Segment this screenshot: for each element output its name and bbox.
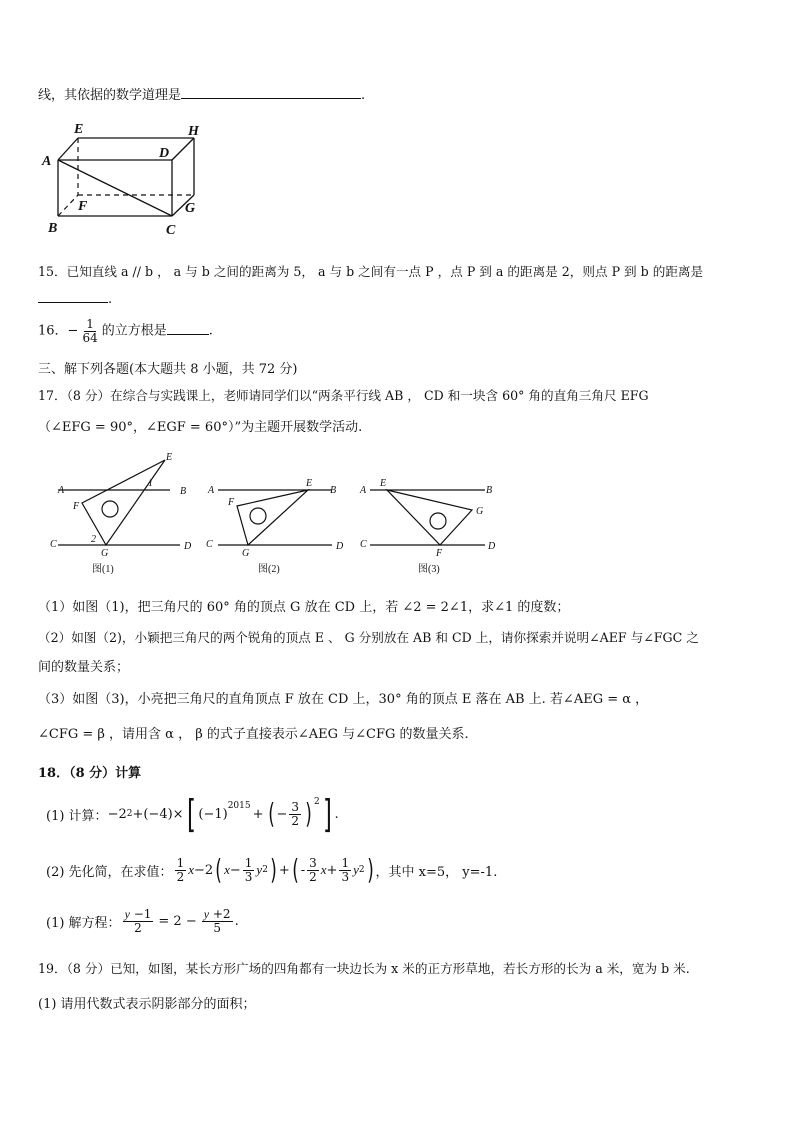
cuboid-label-g: G [185, 201, 196, 216]
q16-line: 16．− $\frac{1}{64}$ 的立方根是 . [38, 317, 213, 345]
fig3-label-a: A [360, 485, 367, 496]
fig2-label-g: G [242, 548, 250, 559]
fig2-label-d: D [336, 541, 344, 552]
fig3-label-e: E [380, 478, 387, 489]
q14-text: 线，其依据的数学道理是 [38, 88, 182, 103]
q19-line1: 19．（8 分）已知，如图，某长方形广场的四角都有一块边长为 x 米的正方形草地，若长方形的长为 a 米，宽为 b 米. [38, 961, 690, 976]
fig1-caption: 图(1) [92, 564, 114, 575]
cuboid-label-a: A [42, 154, 52, 169]
fig3-label-d: D [488, 541, 496, 552]
fig3-label-b: B [486, 485, 493, 496]
q17-figures [40, 448, 510, 576]
q16-blank[interactable] [167, 322, 209, 335]
q14-line: 线，其依据的数学道理是 . [38, 88, 366, 103]
fig1-label-a: A [58, 485, 65, 496]
q17-part3-cont: ∠CFG = β ，请用含 α ， β 的式子直接表示∠AEG 与∠CFG 的数量关系. [38, 727, 469, 742]
q17-part1: （1）如图（1)，把三角尺的 60° 角的顶点 G 放在 CD 上，若 ∠2 = 2∠1，求∠1 的度数； [38, 600, 570, 615]
fig2-label-e: E [306, 478, 313, 489]
fig2-label-f: F [228, 497, 235, 508]
q17-line2: （∠EFG = 90°，∠EGF = 60°）”为主题开展数学活动. [38, 420, 363, 435]
fig1-label-e: E [166, 452, 173, 463]
cuboid-label-c: C [166, 223, 176, 238]
fig2-label-c: C [206, 539, 213, 550]
q17-part3: （3）如图（3)，小亮把三角尺的直角顶点 F 放在 CD 上，30° 角的顶点 E 落在 AB 上. 若∠AEG = α ， [38, 692, 649, 707]
q19-part1: (1) 请用代数式表示阴影部分的面积； [38, 997, 256, 1012]
fig3-label-c: C [360, 539, 367, 550]
q17-part2: （2）如图（2)，小颖把三角尺的两个锐角的顶点 E 、 G 分别放在 AB 和 CD 上，请你探索并说明∠AEF 与∠FGC 之 [38, 630, 699, 645]
fig1-label-1: 1 [148, 478, 153, 489]
q18-p1-fraction: $\frac{3}{2}$ [291, 799, 299, 828]
q15-line1: 15．已知直线 a // b ， a 与 b 之间的距离为 5， a 与 b 之间有一点 P ，点 P 到 a 的距离是 2，则点 P 到 b 的距离是 [38, 264, 704, 279]
fig1-label-d: D [184, 541, 192, 552]
cuboid-label-b: B [48, 221, 58, 236]
q17-part2-cont: 间的数量关系； [38, 660, 130, 675]
fig1-label-g: G [101, 548, 109, 559]
fig3-label-g: G [476, 506, 484, 517]
q18-part1: (1) 计算： −2 2 +(−4)× [ (−1) $^{2015}$ + ( − $\frac{3}{2}$ ) $^2$ ] . [46, 792, 339, 836]
cuboid-label-f: F [78, 199, 88, 214]
fig3-caption: 图(3) [418, 564, 440, 575]
fig3-label-f: F [436, 548, 443, 559]
section-3-heading: 三、解下列各题(本大题共 8 小题，共 72 分) [38, 362, 298, 377]
cuboid-label-h: H [188, 124, 199, 139]
q17-line1: 17．（8 分）在综合与实践课上，老师请同学们以“两条平行线 AB ， CD 和一块含 60° 角的直角三角尺 EFG [38, 388, 649, 403]
q16-fraction: $\frac{1}{64}$ [82, 317, 98, 345]
fig1-label-f: F [73, 501, 80, 512]
fig2-label-b: B [330, 485, 337, 496]
cuboid-label-d: D [159, 146, 170, 161]
q15-line2: . [38, 290, 112, 307]
cuboid-label-e: E [74, 122, 84, 137]
fig2-label-a: A [208, 485, 215, 496]
q18-part2: (2) 先化简，在求值： $\frac{1}{2}$ x −2 ( x − $\frac{1}{3}$ y 2 ) + ( - $\frac{3}{2}$ x + $\frac{1}{3}$ y 2 ) ，其中 x=5， y=-1. [46, 853, 498, 886]
fig1-label-c: C [50, 539, 57, 550]
fig1-label-2: 2 [91, 534, 96, 545]
cuboid-figure [36, 120, 216, 238]
q18-title: 18．（8 分）计算 [38, 766, 142, 781]
fig2-caption: 图(2) [258, 564, 280, 575]
q18-part3: (1) 解方程： $\frac{y -1}{2}$ = 2 − $\frac{y +2}{5}$ . [46, 907, 239, 935]
fig1-label-b: B [180, 486, 187, 497]
q15-blank[interactable] [38, 290, 108, 303]
q14-blank[interactable] [181, 86, 361, 99]
